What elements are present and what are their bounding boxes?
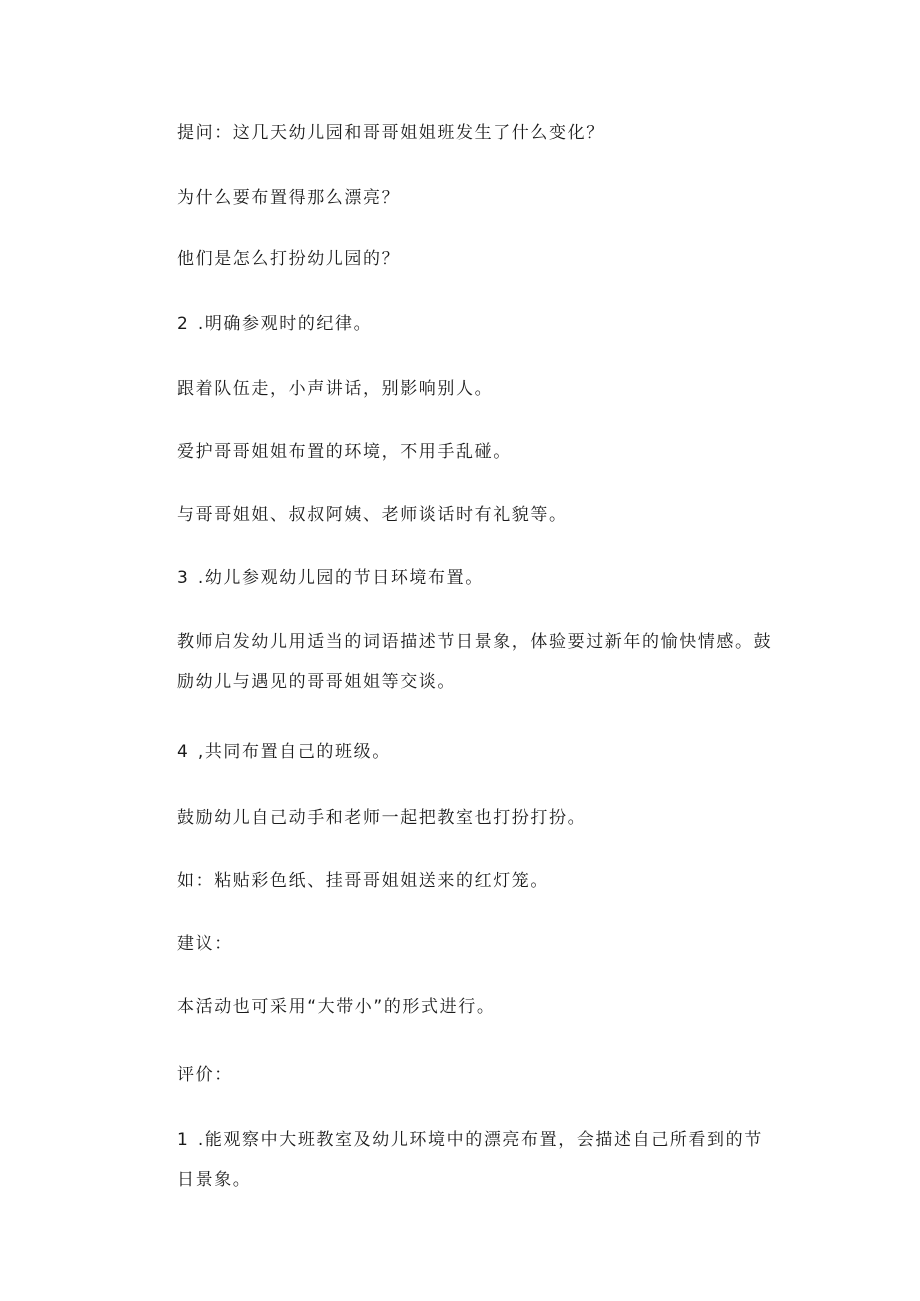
body-paragraph: 如：粘贴彩色纸、挂哥哥姐姐送来的红灯笼。 — [177, 871, 549, 891]
step-number: 1 — [177, 1130, 198, 1150]
step-number: 4 — [177, 742, 198, 762]
rule-paragraph: 与哥哥姐姐、叔叔阿姨、老师谈话时有礼貌等。 — [177, 505, 568, 525]
section-heading: 建议： — [177, 934, 233, 954]
question-paragraph: 为什么要布置得那么漂亮？ — [177, 188, 401, 208]
step-text: .明确参观时的纪律。 — [197, 314, 373, 334]
rule-paragraph: 爱护哥哥姐姐布置的环境，不用手乱碰。 — [177, 442, 512, 462]
body-paragraph: 教师启发幼儿用适当的词语描述节日景象，体验要过新年的愉快情感。鼓励幼儿与遇见的哥哥姐姐等交谈。 — [177, 632, 773, 692]
question-paragraph: 提问：这几天幼儿园和哥哥姐姐班发生了什么变化？ — [177, 123, 605, 143]
section-heading: 评价： — [177, 1065, 233, 1085]
body-paragraph: 鼓励幼儿自己动手和老师一起把教室也打扮打扮。 — [177, 808, 587, 828]
step-number: 3 — [177, 568, 198, 588]
step-number: 2 — [177, 314, 198, 334]
rule-paragraph: 跟着队伍走，小声讲话，别影响别人。 — [177, 379, 494, 399]
step-text: .幼儿参观幼儿园的节日环境布置。 — [197, 568, 484, 588]
numbered-step — [177, 309, 797, 339]
numbered-step — [177, 563, 797, 593]
numbered-step — [177, 1120, 777, 1200]
numbered-step — [177, 737, 797, 767]
question-paragraph: 他们是怎么打扮幼儿园的？ — [177, 249, 401, 269]
body-paragraph: 本活动也可采用“大带小”的形式进行。 — [177, 997, 496, 1017]
step-text: .能观察中大班教室及幼儿环境中的漂亮布置，会描述自己所看到的节日景象。 — [177, 1130, 763, 1190]
step-text: ,共同布置自己的班级。 — [197, 742, 391, 762]
